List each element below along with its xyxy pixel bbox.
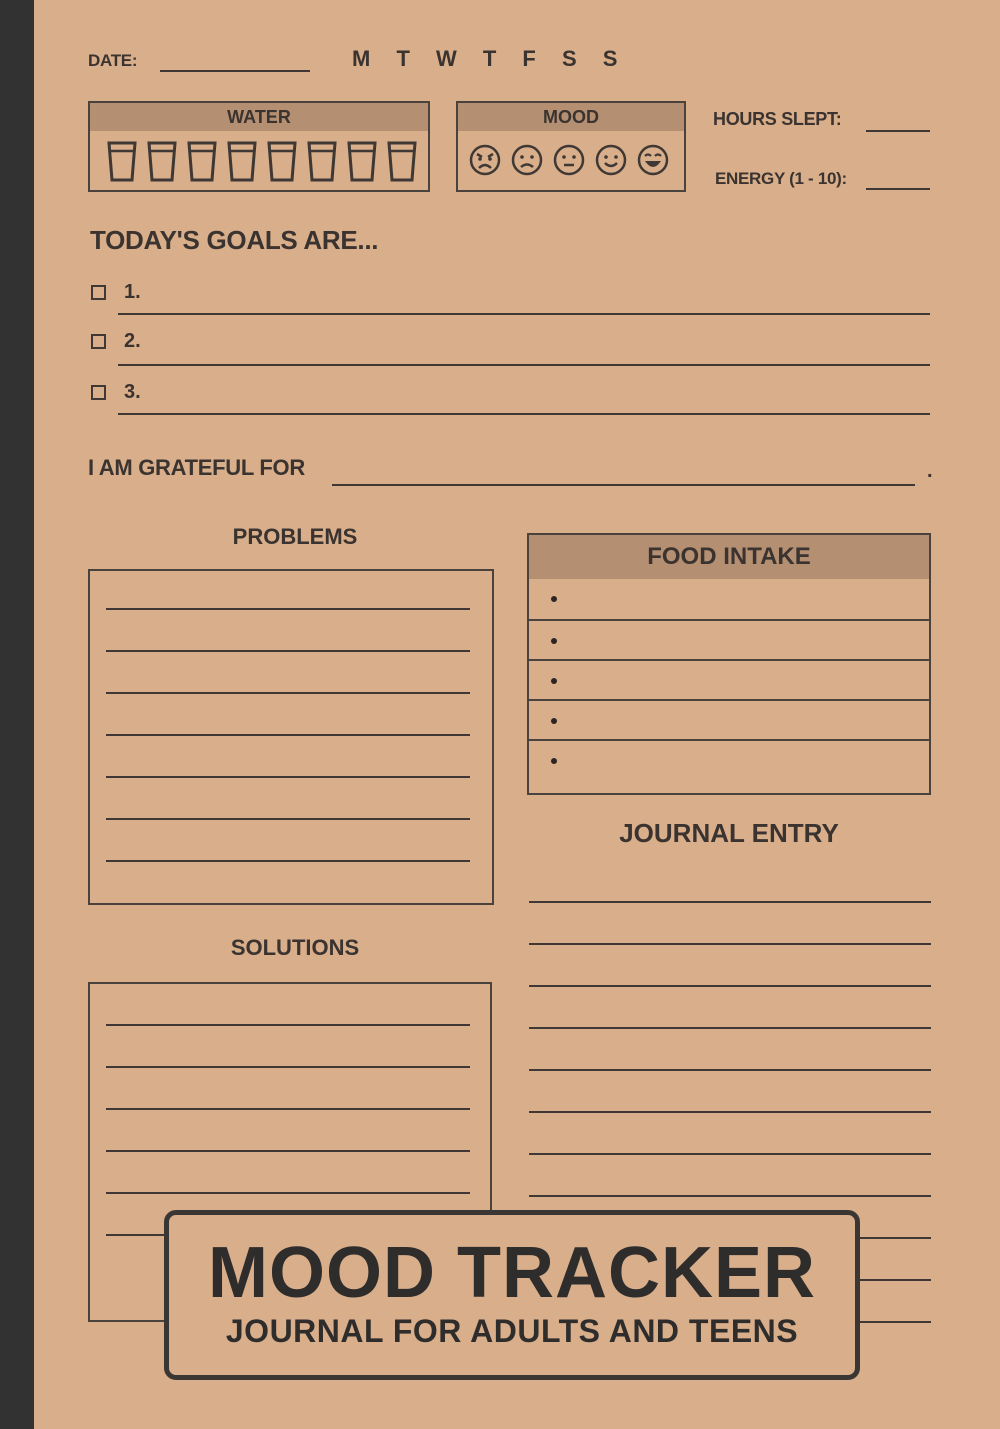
journal-writing-line[interactable]: [529, 1111, 931, 1113]
glass-icon[interactable]: [146, 139, 178, 188]
mood-box: [456, 101, 686, 192]
solution-writing-line[interactable]: [106, 1150, 470, 1152]
cover-subtitle: JOURNAL FOR ADULTS AND TEENS: [225, 1313, 799, 1349]
goal-line-3[interactable]: [118, 413, 930, 415]
weekday-letters: M T W T F S S: [352, 46, 628, 71]
problems-title: PROBLEMS: [232, 524, 358, 549]
bullet-icon: [551, 718, 557, 724]
food-intake-row[interactable]: [529, 699, 929, 741]
goal-line-1[interactable]: [118, 313, 930, 315]
solution-writing-line[interactable]: [106, 1192, 470, 1194]
journal-writing-line[interactable]: [529, 1153, 931, 1155]
bullet-icon: [551, 758, 557, 764]
problem-writing-line[interactable]: [106, 734, 470, 736]
book-spine: [0, 0, 34, 1429]
solution-writing-line[interactable]: [106, 1024, 470, 1026]
journal-writing-line[interactable]: [529, 1195, 931, 1197]
laughing-face-icon[interactable]: [637, 144, 669, 181]
problems-box: [88, 569, 494, 905]
journal-writing-line[interactable]: [529, 1027, 931, 1029]
journal-title: JOURNAL ENTRY: [619, 818, 839, 848]
sad-face-icon[interactable]: [511, 144, 543, 181]
glass-icon[interactable]: [106, 139, 138, 188]
problem-writing-line[interactable]: [106, 608, 470, 610]
glass-icon[interactable]: [266, 139, 298, 188]
bullet-icon: [551, 678, 557, 684]
cover-title-plate: [164, 1210, 860, 1380]
problem-writing-line[interactable]: [106, 818, 470, 820]
glass-icon[interactable]: [386, 139, 418, 188]
problem-writing-line[interactable]: [106, 776, 470, 778]
grateful-line[interactable]: [332, 484, 915, 486]
journal-writing-line[interactable]: [529, 985, 931, 987]
goal-checkbox-2[interactable]: [91, 334, 106, 349]
food-intake-row[interactable]: [529, 739, 929, 781]
journal-writing-line[interactable]: [529, 1069, 931, 1071]
journal-writing-line[interactable]: [529, 943, 931, 945]
goal-number-1: 1.: [124, 281, 141, 303]
goals-title: TODAY'S GOALS ARE...: [90, 225, 379, 255]
energy-line[interactable]: [866, 188, 930, 190]
solutions-title: SOLUTIONS: [230, 935, 360, 960]
grateful-period: .: [927, 460, 933, 482]
food-intake-row[interactable]: [529, 619, 929, 661]
food-intake-row[interactable]: [529, 579, 929, 619]
problem-writing-line[interactable]: [106, 860, 470, 862]
glass-icon[interactable]: [186, 139, 218, 188]
energy-label: ENERGY (1 - 10):: [715, 169, 847, 188]
bullet-icon: [551, 596, 557, 602]
goal-checkbox-3[interactable]: [91, 385, 106, 400]
mood-title: MOOD: [458, 103, 684, 131]
goal-line-2[interactable]: [118, 364, 930, 366]
glass-icon[interactable]: [226, 139, 258, 188]
water-cups: [90, 131, 428, 188]
neutral-face-icon[interactable]: [553, 144, 585, 181]
water-title: WATER: [90, 103, 428, 131]
cover-title: MOOD TRACKER: [208, 1233, 816, 1313]
food-intake-box: [527, 533, 931, 795]
date-label: DATE:: [88, 51, 138, 70]
journal-writing-line[interactable]: [529, 901, 931, 903]
smile-face-icon[interactable]: [595, 144, 627, 181]
angry-face-icon[interactable]: [469, 144, 501, 181]
hours-slept-label: HOURS SLEPT:: [713, 109, 842, 129]
problem-writing-line[interactable]: [106, 650, 470, 652]
food-intake-row[interactable]: [529, 659, 929, 701]
goal-checkbox-1[interactable]: [91, 285, 106, 300]
glass-icon[interactable]: [346, 139, 378, 188]
solution-writing-line[interactable]: [106, 1108, 470, 1110]
water-box: [88, 101, 430, 192]
problem-writing-line[interactable]: [106, 692, 470, 694]
solution-writing-line[interactable]: [106, 1066, 470, 1068]
bullet-icon: [551, 638, 557, 644]
glass-icon[interactable]: [306, 139, 338, 188]
goal-number-2: 2.: [124, 330, 141, 352]
date-line[interactable]: [160, 70, 310, 72]
grateful-label: I AM GRATEFUL FOR: [88, 455, 305, 480]
hours-slept-line[interactable]: [866, 130, 930, 132]
mood-faces: [458, 131, 684, 181]
goal-number-3: 3.: [124, 381, 141, 403]
food-intake-title: FOOD INTAKE: [529, 535, 929, 579]
